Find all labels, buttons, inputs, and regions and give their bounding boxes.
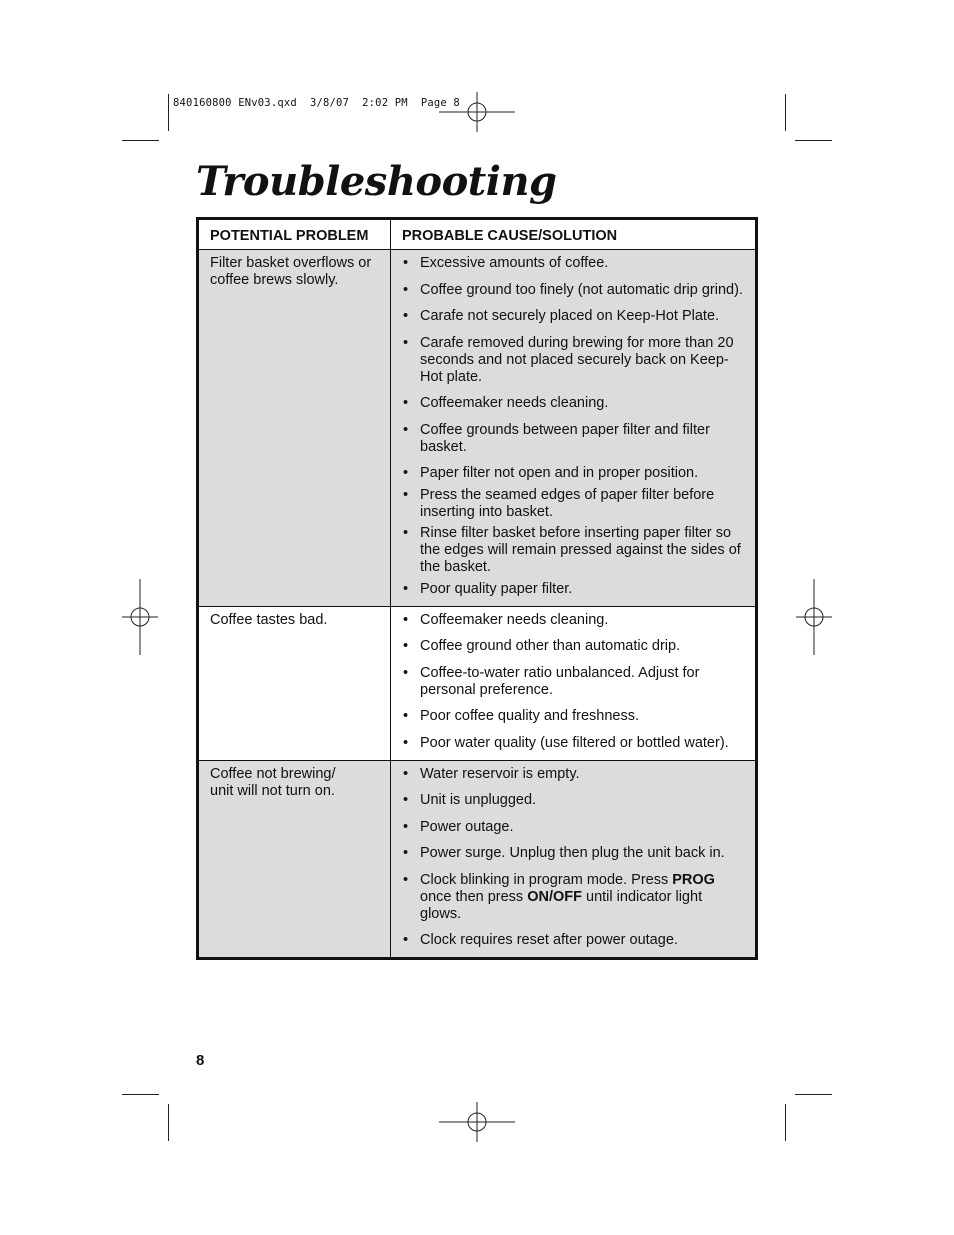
header-probable-cause: PROBABLE CAUSE/SOLUTION <box>391 219 757 250</box>
prog-key-label: PROG <box>672 871 715 888</box>
cause-item: • Excessive amounts of coffee. <box>402 255 747 272</box>
clock-text-part: until indicator light glows. <box>420 888 703 922</box>
crop-mark-bottom-left-vertical <box>168 1104 169 1141</box>
cause-item: • Paper filter not open and in proper position. <box>402 465 747 482</box>
page-title: Troubleshooting <box>196 158 557 205</box>
on-off-key-label: ON/OFF <box>527 888 582 905</box>
cause-list <box>402 255 747 598</box>
cause-item: • Coffee-to-water ratio unbalanced. Adjust for personal preference. <box>402 665 747 699</box>
problem-line: unit will not turn on. <box>210 782 335 799</box>
file-slug-line: 840160800 ENv03.qxd 3/8/07 2:02 PM Page 8 <box>173 97 460 109</box>
problem-cell: Filter basket overflows or coffee brews slowly. <box>198 250 391 607</box>
crop-mark-bottom-right-vertical <box>785 1104 786 1141</box>
troubleshooting-table <box>196 217 758 960</box>
cause-item: • Poor quality paper filter. <box>402 581 747 598</box>
cause-item: • Poor coffee quality and freshness. <box>402 708 747 725</box>
solution-cell <box>391 250 757 607</box>
cause-item: • Clock requires reset after power outage. <box>402 932 747 949</box>
cause-item: • Water reservoir is empty. <box>402 766 747 783</box>
cause-list <box>402 612 747 752</box>
clock-text-part: Clock blinking in program mode. Press <box>420 871 673 888</box>
crop-mark-top-right-vertical <box>785 94 786 131</box>
crop-mark-bottom-left-horizontal <box>122 1094 159 1095</box>
clock-text-part: once then press <box>420 888 528 905</box>
cause-item: • Rinse filter basket before inserting paper filter so the edges will remain pressed against the sides of the basket. <box>402 525 747 576</box>
table-row <box>198 606 757 760</box>
registration-mark-left-icon <box>120 579 160 655</box>
crop-mark-top-left-horizontal <box>122 140 159 141</box>
problem-cell: Coffee tastes bad. <box>198 606 391 760</box>
crop-mark-bottom-right-horizontal <box>795 1094 832 1095</box>
registration-mark-bottom-icon <box>437 1102 517 1142</box>
registration-mark-top-icon <box>437 92 517 132</box>
table-row <box>198 250 757 607</box>
problem-line: Coffee not brewing/ <box>210 765 336 782</box>
cause-item: • Carafe not securely placed on Keep-Hot Plate. <box>402 308 747 325</box>
cause-item: • Poor water quality (use filtered or bottled water). <box>402 735 747 752</box>
table-row <box>198 760 757 959</box>
solution-cell <box>391 606 757 760</box>
cause-item: • Power outage. <box>402 819 747 836</box>
cause-item: • Coffee grounds between paper filter and filter basket. <box>402 422 747 456</box>
registration-mark-right-icon <box>794 579 834 655</box>
table-header-row <box>198 219 757 250</box>
cause-list <box>402 766 747 950</box>
cause-item: • Coffee ground other than automatic drip. <box>402 638 747 655</box>
problem-cell <box>198 760 391 959</box>
crop-mark-top-right-horizontal <box>795 140 832 141</box>
cause-item: • Coffeemaker needs cleaning. <box>402 612 747 629</box>
cause-item: • Coffee ground too finely (not automatic drip grind). <box>402 282 747 299</box>
crop-mark-top-left-vertical <box>168 94 169 131</box>
page-number: 8 <box>196 1052 205 1069</box>
cause-item: • Coffeemaker needs cleaning. <box>402 395 747 412</box>
cause-item: • Unit is unplugged. <box>402 792 747 809</box>
cause-item: • Power surge. Unplug then plug the unit back in. <box>402 845 747 862</box>
cause-item: • Carafe removed during brewing for more than 20 seconds and not placed securely back on Keep-Hot plate. <box>402 335 747 386</box>
header-potential-problem: POTENTIAL PROBLEM <box>198 219 391 250</box>
solution-cell <box>391 760 757 959</box>
cause-item: • Press the seamed edges of paper filter before inserting into basket. <box>402 487 747 521</box>
cause-item-clock-blinking <box>402 872 747 923</box>
